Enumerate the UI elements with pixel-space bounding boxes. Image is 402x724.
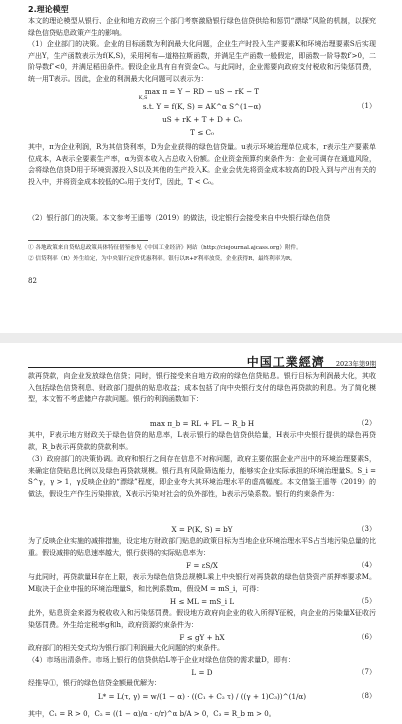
equation-subscript: K,S [138,95,148,101]
equation-number: （8） [357,692,376,700]
equation-number: （1） [357,102,376,110]
document-page-2 [0,343,402,724]
equation-number: （2） [357,419,376,427]
header-rule [28,367,376,368]
equation-line: uS + rK + T + D + C₀ [162,115,242,124]
equation-number: （3） [357,525,376,533]
paragraph: 款再贷款，向企业发放绿色信贷；同时，银行接受来自地方政府的绿色信贷贴息。银行目标为利润最大化，其收入包括绿色信贷利息、财政部门提供的贴息收益；成本包括了向中央银行支付的绿色再贷款的利息。为了简化模型，本文暂不考虑储户存款问题。银行的利润函数如下： [28,372,376,404]
equation-line: max π = Y − RD − uS − rK − T [144,87,260,96]
journal-name: 中国工業經濟 [246,355,325,369]
paragraph: （4）市场出清条件。市场上银行的信贷供给L等于企业对绿色信贷的需求量D，即有： [28,656,295,664]
footnote-divider [28,240,148,241]
equation-number: （6） [357,633,376,641]
page-number: 82 [28,277,37,285]
equation-number: （5） [357,597,376,605]
paragraph: （3）政府部门的决策协调。政府和银行之间存在信息不对称问题，政府主要依据企业产出中的环境治理要素S，来确定信贷贴息比例以及绿色再贷款规模。银行具有风险筛选能力，能够实企业实际承担的环境治理量S。S_i = S^γ，γ > 1，γ反映企业的“漂绿”程度，即企业夸大其环境治理水平的虚高幅度。本文借鉴王遥等（2019）的做法，假设生产作生污染排放，X表示污染对社会的负外部性，b表示污染系数。银行的约束条件为： [28,455,376,498]
equation-5: H ≤ ML = mS_i L [169,597,235,606]
equation-line: T ≤ C₀ [190,128,214,137]
equation-3: X = P(K, S) = bY [171,525,233,534]
equation-4: F = εS/X [186,561,218,570]
paragraph: 此外，贴息资金来源为税收收入和污染惩罚费。假设地方政府向企业的收入所得Y征税，向企业的污染量X征收污染惩罚费。外生给定税率g和h，政府资源约束条件为： [28,609,376,629]
paragraph: 其中，π为企业利润，R为其信贷利率，D为企业获得的绿色信贷量。u表示环境治理单位成本，r表示生产要素单位成本，A表示全要素生产率，α为资本收入占总收入份额。企业资金预算约束条件为：企业可调存在通道风险，会将绿色信贷D用于环境资源投入S以及其他的生产投入K。企业会优先将资金成本较高的D投入到与产出有关的投入中，并将资金成本较低的C₀用于支付T，因此，T < C₀。 [28,143,376,186]
equation-number: （7） [357,668,376,676]
footnote: ① 各地政策来自贷贴息政策具体特征借鉴参见《中国工业经济》网站（http://ciejournal.ajcass.org）附件。 [28,245,302,251]
paragraph: （1）企业部门的决策。企业的目标函数为利润最大化问题，企业生产时投入生产要素K和环境治理要素S后实现产出Y，生产函数表示为f(K,S)，采用柯布—道格拉斯函数，并满足生产函数一般假定，即函数一阶导数f′>0，二阶导数f″<0，并满足稻田条件。假设企业具有自有资金C₀。与此同时，企业需要向政府支付税收和污染惩罚费，统一用T表示。因此，企业的利润最大化问题可以表示为： [28,40,376,83]
paragraph: 为了反映企业实施的减排措施，设定地方财政部门贴息的政策目标为当地企业环境治理水平S占当地污染总量的比重。假设减排的贴息速率越大，银行获得的实际贴息率为： [28,537,376,557]
equation-2: max π_b = RL + FL − R_b H [149,419,255,428]
paragraph: （2）银行部门的决策。本文参考王遥等（2019）的做法，设定银行会接受来自中央银行绿色信贷 [28,214,331,222]
paragraph: 其中，C₁ = R > 0，C₂ = ((1 − α)/α · c/r)^α b/A > 0，C₃ = R_b m > 0。 [28,710,276,718]
footnote: ② 信贷利率（R）外生给定，为中央银行定价优惠利率。银行以R+F利率放贷，企业获得R，最终利率为R。 [28,256,296,262]
paragraph: 本文的理论模型从银行、企业和地方政府三个部门考察激励银行绿色信贷供给和惩罚“漂绿”风险的机制，以探究绿色信贷贴息政策产生的影响。 [28,17,376,37]
section-heading: 2.理论模型 [28,5,69,14]
document-page-1 [0,0,402,333]
issue-label: 2023年第9期 [335,360,376,368]
paragraph: 政府部门的相关变式均为银行部门利润最大化问题的约束条件。 [28,644,224,652]
paragraph: 与此同时，再贷款量H存在上限，表示为绿色信贷总规模L乘上中央银行对再贷款的绿色信贷资产质押率要求M。M取决于企业申报的环境治理量S，和比例系数m，假设M = mS_i，可得： [28,573,376,593]
equation-number: （4） [357,561,376,569]
paragraph: 其中，F表示地方财政关于绿色信贷的贴息率，L表示银行的绿色信贷供给量，H表示中央银行提供的绿色再贷款，R_b表示再贷款的贷款利率。 [28,431,376,451]
paragraph: 经推导①，银行的绿色信贷金额最优解为： [28,679,161,687]
equation-line: s.t. Y = f(K, S) = AK^α S^(1−α) [142,102,262,111]
equation-8: L* = L(τ, γ) = w/(1 − α) · ((C₁ + C₂ τ) / ((γ + 1)C₃))^(1/α) [97,692,307,701]
equation-6: F ≤ gY + hX [179,633,225,642]
equation-7: L = D [191,668,213,677]
